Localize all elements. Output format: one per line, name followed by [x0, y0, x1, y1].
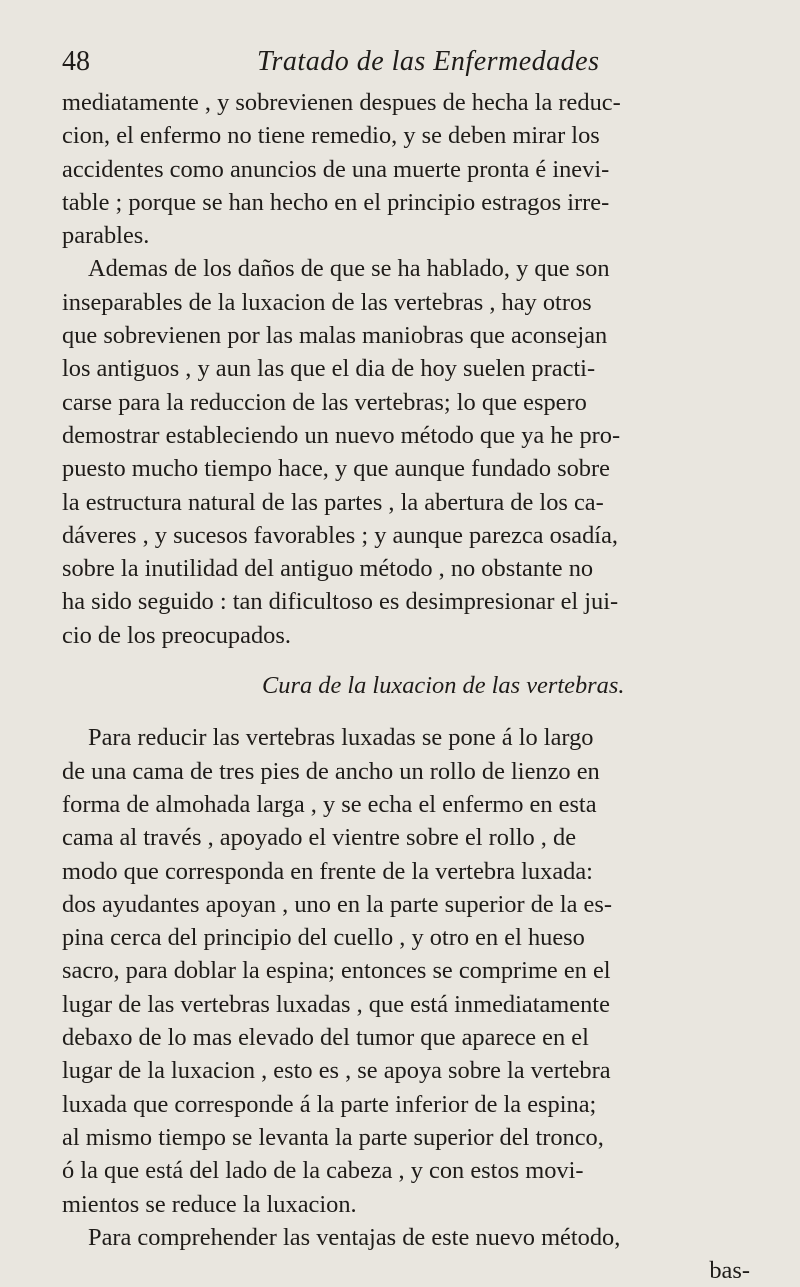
- text-line: sobre la inutilidad del antiguo método , no obstante no: [62, 555, 594, 583]
- text-line: cion, el enfermo no tiene remedio, y se deben mirar los: [62, 122, 600, 150]
- paragraph: [62, 86, 758, 252]
- running-title: Tratado de las Enfermedades: [257, 46, 600, 77]
- text-line: mientos se reduce la luxacion.: [62, 1190, 357, 1218]
- text-line: lugar de las vertebras luxadas , que está inmediatamente: [62, 990, 610, 1018]
- text-line: dos ayudantes apoyan , uno en la parte superior de la es-: [62, 890, 612, 918]
- text-line: ó la que está del lado de la cabeza , y con estos movi-: [62, 1157, 584, 1185]
- text-line: table ; porque se han hecho en el principio estragos irre-: [62, 188, 610, 216]
- text-line: cama al través , apoyado el vientre sobre el rollo , de: [62, 824, 577, 852]
- text-line: forma de almohada larga , y se echa el enfermo en esta: [62, 790, 597, 818]
- paragraph: [62, 252, 758, 652]
- text-line: sacro, para doblar la espina; entonces se comprime en el: [62, 957, 611, 985]
- text-line: mediatamente , y sobrevienen despues de hecha la reduc-: [62, 89, 621, 116]
- catchword: bas-: [709, 1257, 750, 1285]
- text-line: accidentes como anuncios de una muerte pronta é inevi-: [62, 155, 610, 183]
- text-line: ha sido seguido : tan dificultoso es desimpresionar el jui-: [62, 588, 619, 616]
- text-line: los antiguos , y aun las que el dia de hoy suelen practi-: [62, 355, 596, 383]
- text-line: cio de los preocupados.: [62, 621, 291, 649]
- text-line: la estructura natural de las partes , la abertura de los ca-: [62, 488, 604, 516]
- text-line: lugar de la luxacion , esto es , se apoya sobre la vertebra: [62, 1057, 611, 1085]
- page-number: 48: [62, 46, 90, 77]
- text-line: puesto mucho tiempo hace, y que aunque fundado sobre: [62, 455, 610, 483]
- text-line: debaxo de lo mas elevado del tumor que aparece en el: [62, 1024, 589, 1052]
- text-line: Ademas de los daños de que se ha hablado, y que son: [88, 255, 610, 283]
- page-header: [62, 42, 742, 82]
- text-line: Para reducir las vertebras luxadas se pone á lo largo: [88, 724, 594, 752]
- text-line: Para comprehender las ventajas de este nuevo método,: [88, 1223, 621, 1251]
- section-heading: Cura de la luxacion de las vertebras.: [262, 672, 625, 700]
- text-line: que sobrevienen por las malas maniobras que aconsejan: [62, 322, 608, 350]
- text-line: al mismo tiempo se levanta la parte superior del tronco,: [62, 1123, 604, 1151]
- text-line: dáveres , y sucesos favorables ; y aunque parezca osadía,: [62, 521, 619, 549]
- text-line: inseparables de la luxacion de las vertebras , hay otros: [62, 288, 592, 316]
- paragraph: [62, 721, 758, 1220]
- text-line: luxada que corresponde á la parte inferior de la espina;: [62, 1090, 597, 1118]
- text-line: pina cerca del principio del cuello , y otro en el hueso: [62, 924, 585, 952]
- body-text: [62, 86, 758, 1287]
- paragraph: [62, 1221, 758, 1254]
- text-line: carse para la reduccion de las vertebras; lo que espero: [62, 388, 587, 416]
- text-line: parables.: [62, 222, 150, 250]
- text-line: de una cama de tres pies de ancho un rollo de lienzo en: [62, 757, 600, 785]
- spacer: [62, 702, 758, 721]
- spacer: [62, 652, 758, 669]
- text-line: modo que corresponda en frente de la vertebra luxada:: [62, 857, 593, 885]
- text-line: demostrar estableciendo un nuevo método que ya he pro-: [62, 421, 621, 449]
